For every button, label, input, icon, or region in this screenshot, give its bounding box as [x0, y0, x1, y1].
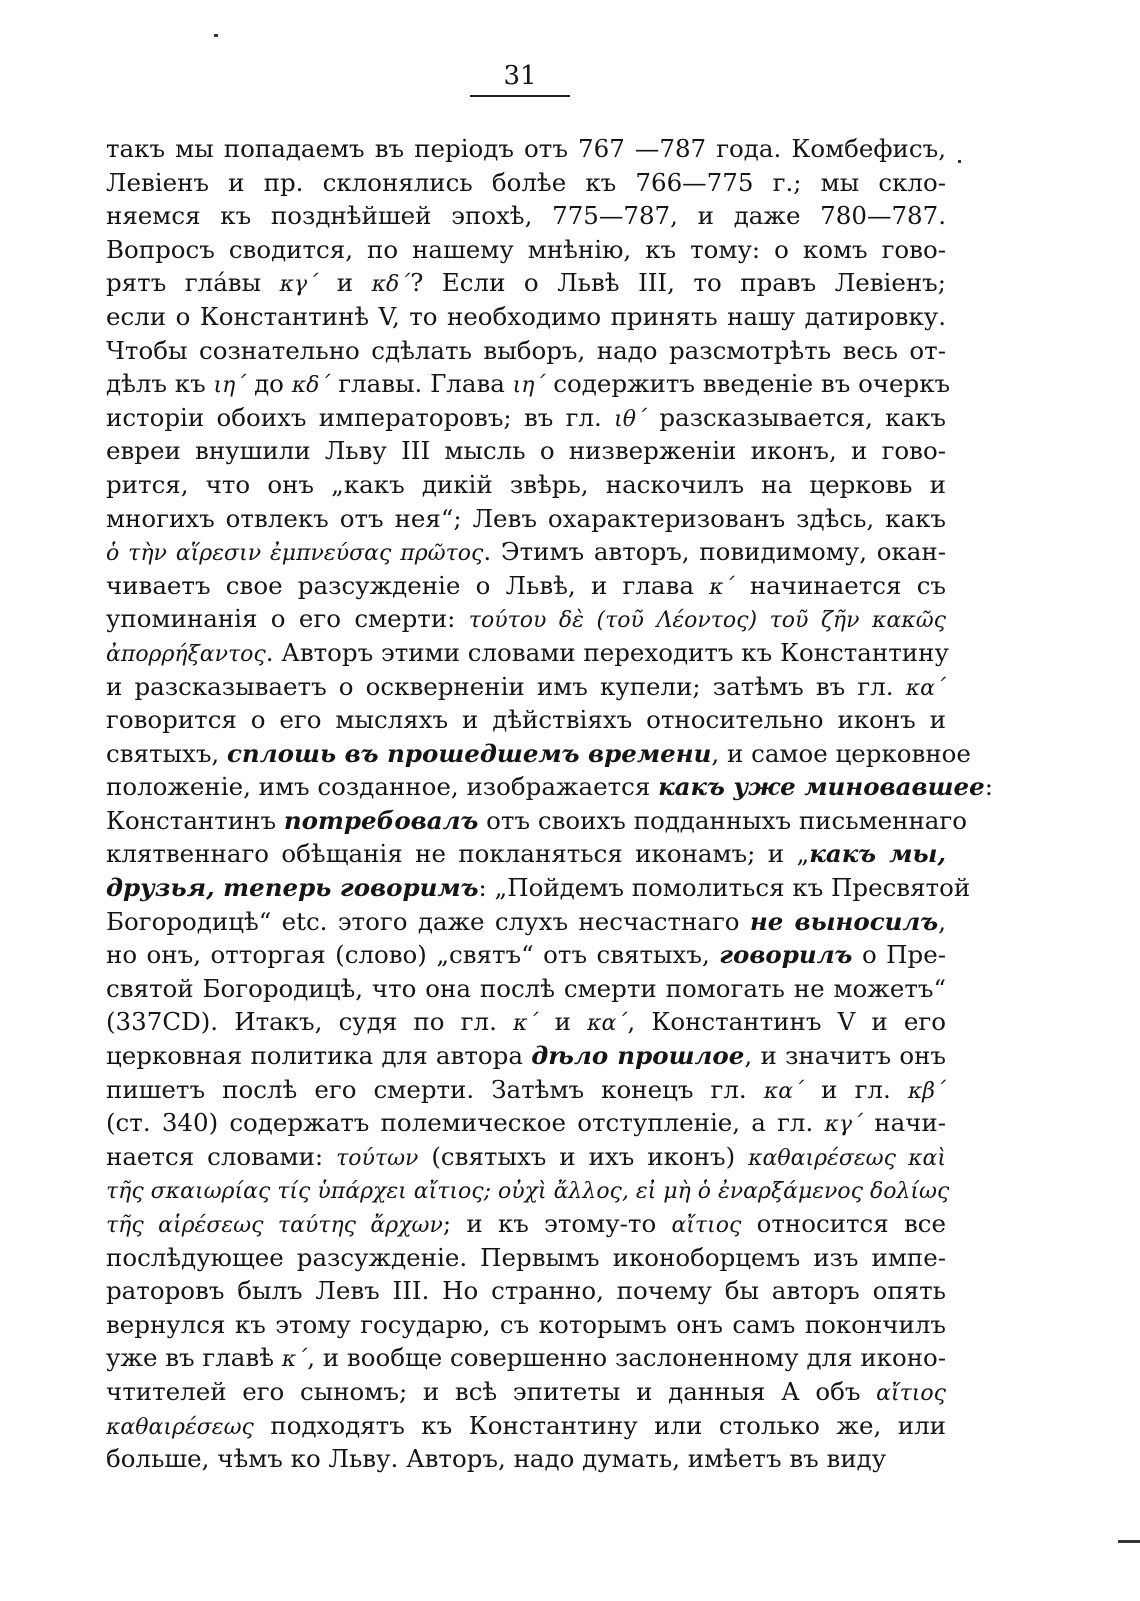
text-segment: рятъ глáвы	[106, 268, 280, 298]
text-segment: святыхъ,	[106, 738, 228, 768]
greek-text: αἴτιος	[671, 1213, 742, 1238]
text-line	[106, 535, 946, 569]
text-segment: Левіенъ и пр. склонялись болѣе къ 766—775 г.; мы скло-	[106, 167, 946, 197]
text-line	[106, 1106, 946, 1140]
text-segment: евреи внушили Льву III мысль о низверженіи иконъ, и гово-	[106, 436, 946, 466]
text-line	[106, 1274, 946, 1308]
text-segment: дѣлъ къ	[106, 369, 214, 399]
text-segment: и разсказываетъ о оскверненіи имъ купели; затѣмъ въ гл.	[106, 671, 906, 701]
text-line	[106, 166, 946, 200]
emphasis-text: говорилъ	[719, 940, 853, 970]
text-segment: если о Константинѣ V, то необходимо принять нашу датировку.	[106, 301, 946, 331]
text-line	[106, 1341, 946, 1375]
text-line	[106, 1409, 946, 1443]
text-segment: Чтобы сознательно сдѣлать выборъ, надо разсмотрѣть весь от-	[106, 335, 946, 365]
text-line	[106, 636, 949, 670]
text-segment: церковная политика для автора	[106, 1041, 532, 1071]
text-segment: , и вообще совершенно заслоненному для иконо-	[307, 1343, 947, 1373]
greek-text: κα΄	[905, 675, 946, 701]
text-segment: Богородицѣ“ etc. этого даже слухъ несчастнаго	[106, 906, 750, 936]
text-line	[106, 1308, 946, 1342]
emphasis-text: дѣло прошлое	[531, 1041, 745, 1071]
text-segment: (337CD). Итакъ, судя по гл.	[106, 1007, 514, 1037]
greek-text: ἀπορρήξαντος	[106, 641, 266, 667]
text-segment: , и самое церковное	[711, 738, 971, 768]
text-line	[106, 334, 946, 368]
text-line	[106, 502, 946, 536]
greek-text: κα΄	[587, 1011, 628, 1037]
greek-text: ὁ τὴν αἵρεσιν ἐμπνεύσας πρῶτος	[106, 541, 484, 567]
text-segment: ,	[938, 906, 946, 936]
text-segment: подходятъ къ Константину или столько же, или	[253, 1410, 946, 1440]
text-line	[106, 199, 946, 233]
emphasis-text: какъ уже миновавшее	[658, 772, 985, 802]
emphasis-text: потребовалъ	[283, 805, 479, 835]
text-segment: нается словами:	[106, 1141, 337, 1171]
text-segment: :	[984, 772, 993, 802]
text-line	[106, 132, 946, 166]
text-line	[106, 1140, 946, 1174]
greek-text: τῆς αἱρέσεως ταύτης ἄρχων	[106, 1213, 443, 1238]
text-line	[106, 670, 946, 704]
greek-text: τούτου δὲ (τοῦ Λέοντος) τοῦ ζῆν κακῶς	[468, 608, 946, 634]
emphasis-text: какъ мы,	[809, 839, 946, 869]
text-segment: чтителей его сыномъ; и всѣ эпитеты и данныя А объ	[106, 1376, 877, 1406]
text-line	[106, 737, 971, 771]
text-line	[106, 837, 946, 871]
text-segment: уже въ главѣ	[106, 1343, 282, 1373]
text-line	[106, 703, 946, 737]
text-segment: рится, что онъ „какъ дикій звѣрь, наскочилъ на церковь и	[106, 469, 946, 499]
page-number: 31	[503, 61, 537, 91]
text-line	[106, 434, 946, 468]
text-segment: говорится о его мысляхъ и дѣйствіяхъ относительно иконъ и	[106, 705, 946, 735]
text-segment: няемся къ позднѣйшей эпохѣ, 775—787, и даже 780—787.	[106, 201, 946, 231]
emphasis-text: не выносилъ	[749, 906, 939, 936]
text-segment: , Константинъ V и его	[627, 1007, 947, 1037]
text-segment: раторовъ былъ Левъ III. Но странно, почему бы авторъ опять	[106, 1276, 946, 1306]
text-segment: положеніе, имъ созданное, изображается	[106, 772, 659, 802]
text-line	[106, 1207, 946, 1241]
greek-text: τῆς σκαιωρίας τίς ὑπάρχει αἴτιος; οὐχὶ ἄλλος, εἰ μὴ ὁ ἐναρξάμενος δολίως	[106, 1179, 950, 1205]
text-segment: содержитъ введеніе въ очеркъ	[545, 369, 951, 399]
text-segment: о Пре-	[852, 940, 947, 970]
scan-speck	[214, 34, 218, 37]
text-line	[106, 1375, 946, 1409]
text-segment: чиваетъ свое разсужденіе о Львѣ, и глава	[106, 570, 710, 600]
text-segment: ; и къ этому-то	[442, 1209, 672, 1238]
header-rule	[470, 95, 570, 97]
text-segment: разсказывается, какъ	[647, 402, 947, 432]
text-segment: и	[318, 268, 372, 298]
text-line	[106, 1241, 946, 1275]
text-line	[106, 233, 946, 267]
text-line	[106, 1039, 946, 1073]
text-segment: больше, чѣмъ ко Льву. Авторъ, надо думать, имѣетъ въ виду	[106, 1444, 887, 1474]
text-line	[106, 266, 946, 300]
greek-text: κγ΄	[824, 1112, 864, 1138]
greek-text: τούτων	[336, 1145, 419, 1171]
text-line	[106, 602, 946, 636]
text-segment: но онъ, отторгая (слово) „святъ“ отъ святыхъ,	[106, 940, 720, 970]
text-line	[106, 804, 967, 838]
text-line	[106, 1073, 946, 1107]
text-segment: (святыхъ и ихъ иконъ)	[418, 1141, 749, 1171]
greek-text: καθαιρέσεως	[106, 1414, 254, 1440]
text-segment: до	[246, 369, 292, 399]
scan-speck	[958, 160, 961, 163]
text-line	[106, 468, 946, 502]
text-segment: клятвеннаго обѣщанія не покланяться иконамъ; и „	[106, 839, 810, 869]
greek-text: κ΄	[709, 574, 735, 600]
text-line	[106, 300, 946, 334]
text-segment: главы. Глава	[330, 369, 513, 399]
emphasis-text: сплошь въ прошедшемъ времени	[227, 738, 712, 768]
text-segment: начи-	[863, 1108, 946, 1138]
text-segment: многихъ отвлекъ отъ нея“; Левъ охарактеризованъ здѣсь, какъ	[106, 503, 946, 533]
text-segment: , и значитъ онъ	[744, 1041, 946, 1071]
emphasis-text: друзья, теперь говоримъ	[106, 873, 479, 903]
text-segment: пишетъ послѣ его смерти. Затѣмъ конецъ гл.	[106, 1074, 764, 1104]
greek-text: κγ΄	[279, 272, 319, 298]
text-segment: ? Если о Львѣ III, то правъ Левіенъ;	[410, 268, 946, 298]
text-line	[106, 871, 971, 905]
text-segment: Вопросъ сводится, по нашему мнѣнію, къ тому: о комъ гово-	[106, 234, 946, 264]
greek-text: κβ΄	[907, 1078, 946, 1104]
scan-edge-mark	[1118, 1540, 1140, 1543]
text-segment: относится все	[741, 1209, 946, 1238]
text-segment: и гл.	[804, 1074, 908, 1104]
text-segment: отъ своихъ подданныхъ письменнаго	[478, 805, 967, 835]
text-line	[106, 1005, 946, 1039]
text-segment: вернулся къ этому государю, съ которымъ онъ самъ покончилъ	[106, 1309, 946, 1339]
text-line	[106, 1442, 946, 1476]
text-segment: (ст. 340) содержатъ полемическое отступленіе, а гл.	[106, 1108, 825, 1138]
text-segment: . Этимъ авторъ, повидимому, окан-	[483, 537, 946, 567]
text-segment: такъ мы попадаемъ въ періодъ отъ 767 —787 года. Комбефисъ,	[106, 134, 946, 163]
text-segment: послѣдующее разсужденіе. Первымъ иконоборцемъ изъ импе-	[106, 1242, 946, 1272]
greek-text: αἴτιος	[876, 1380, 946, 1406]
text-segment: упоминанія о его смерти:	[106, 604, 469, 634]
text-line	[106, 770, 993, 804]
greek-text: κδ΄	[371, 272, 411, 298]
text-line	[106, 938, 946, 972]
text-line	[106, 905, 946, 939]
text-segment: Константинъ	[106, 805, 284, 835]
greek-text: κ΄	[281, 1347, 308, 1373]
greek-text: ιη΄	[512, 373, 546, 399]
greek-text: κδ΄	[291, 373, 331, 399]
text-segment: начинается съ	[734, 570, 947, 600]
greek-text: ιθ΄	[614, 406, 648, 432]
text-line	[106, 972, 946, 1006]
text-segment: и	[538, 1007, 588, 1037]
text-segment: . Авторъ этими словами переходитъ къ Константину	[265, 637, 949, 667]
text-line	[106, 569, 946, 603]
text-line	[106, 1173, 950, 1207]
text-segment: исторіи обоихъ императоровъ; въ гл.	[106, 402, 615, 432]
text-segment: : „Пойдемъ помолиться къ Пресвятой	[478, 873, 971, 903]
body-text	[106, 132, 993, 1476]
greek-text: ιη΄	[213, 373, 247, 399]
text-line	[106, 367, 951, 401]
text-line	[106, 401, 946, 435]
greek-text: καθαιρέσεως καὶ	[748, 1145, 946, 1171]
greek-text: κ΄	[513, 1011, 539, 1037]
greek-text: κα΄	[763, 1078, 805, 1104]
text-segment: святой Богородицѣ, что она послѣ смерти помогать не можетъ“	[106, 973, 946, 1003]
